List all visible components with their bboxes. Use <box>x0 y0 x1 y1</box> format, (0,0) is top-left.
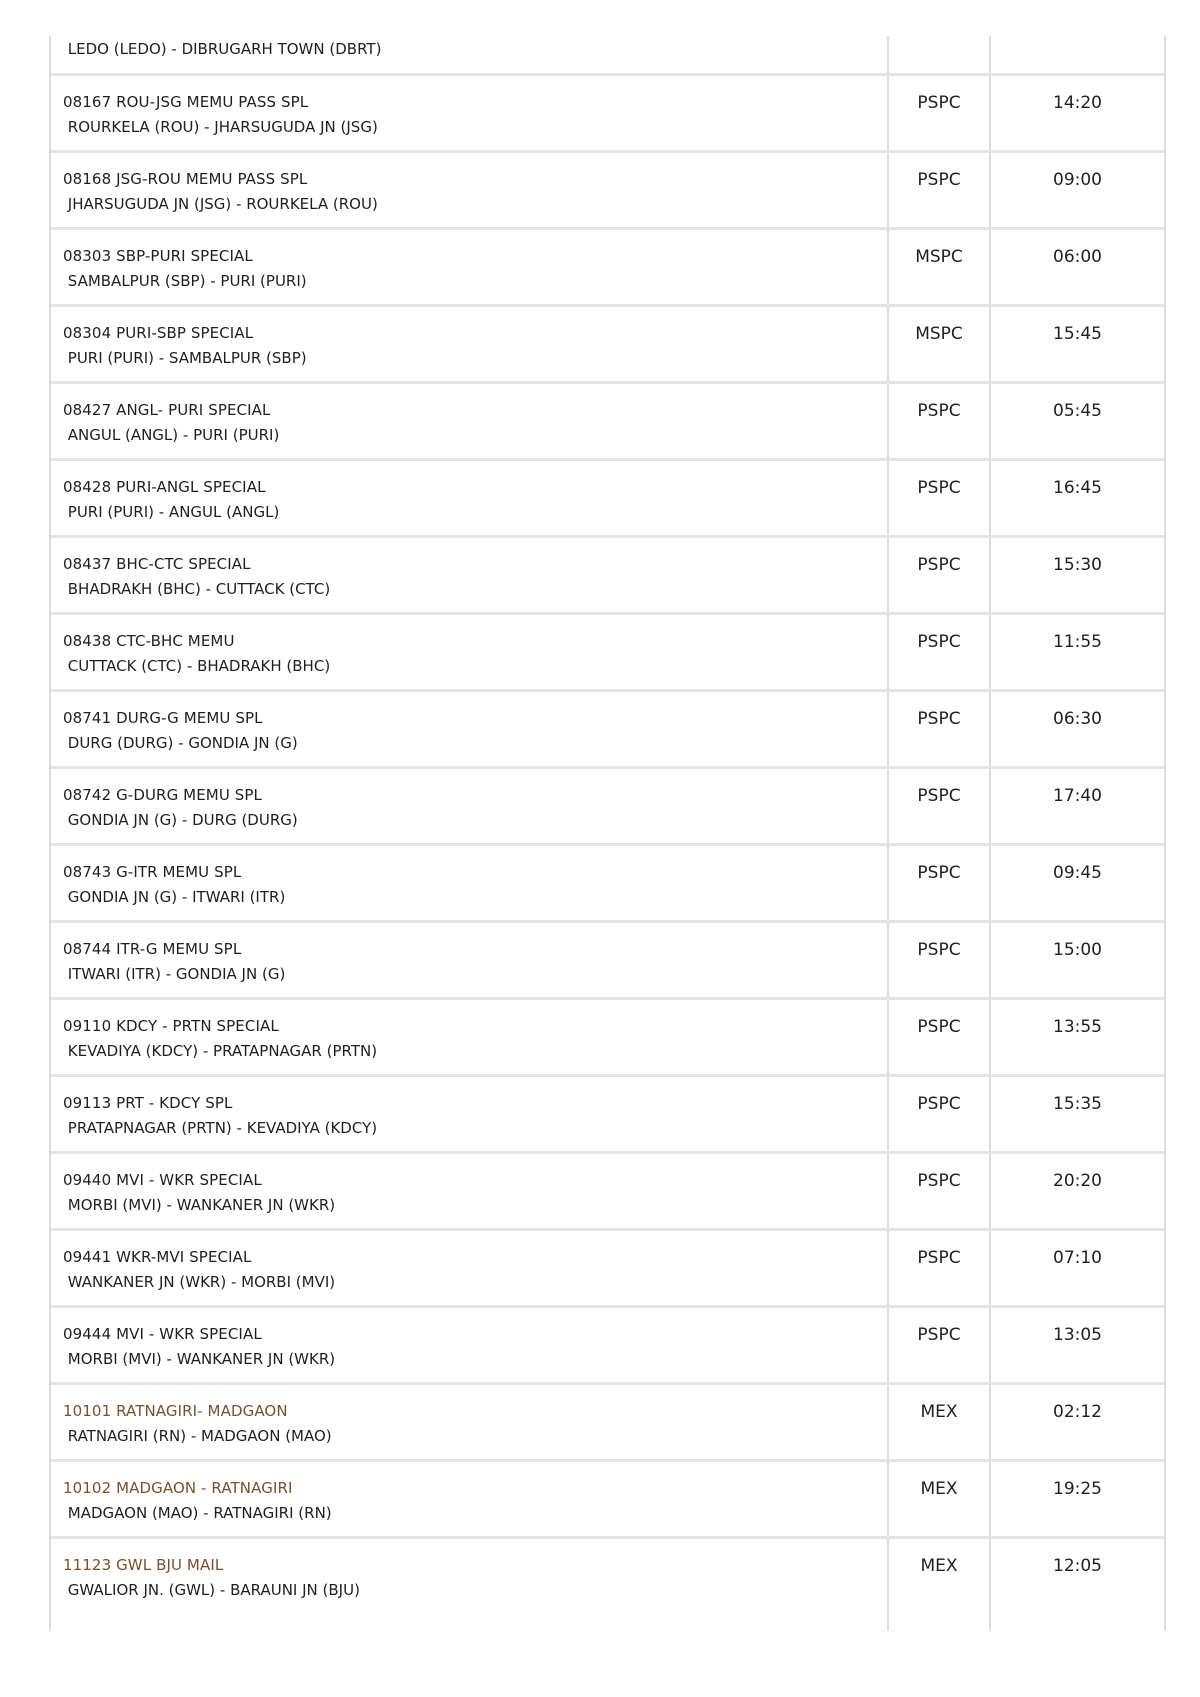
departure-time-cell: 12:05 <box>1053 1556 1102 1576</box>
train-cell <box>51 538 889 612</box>
train-cell <box>51 769 889 843</box>
departure-time-cell: 09:45 <box>1053 863 1102 883</box>
train-cell <box>51 1385 889 1459</box>
table-row <box>51 307 1164 384</box>
train-route: PURI (PURI) - SAMBALPUR (SBP) <box>63 349 307 367</box>
train-type-cell: PSPC <box>889 1154 991 1228</box>
train-type-cell: PSPC <box>889 1000 991 1074</box>
train-name: 08744 ITR-G MEMU SPL <box>63 940 242 958</box>
departure-time-cell: 16:45 <box>1053 478 1102 498</box>
train-route: LEDO (LEDO) - DIBRUGARH TOWN (DBRT) <box>63 40 382 58</box>
train-type-cell: PSPC <box>889 923 991 997</box>
train-cell <box>51 1308 889 1382</box>
train-cell <box>51 1000 889 1074</box>
table-row <box>51 538 1164 615</box>
departure-time-cell: 09:00 <box>1053 170 1102 190</box>
train-cell <box>51 1231 889 1305</box>
table-body <box>51 36 1164 1631</box>
table-row <box>51 76 1164 153</box>
train-route: BHADRAKH (BHC) - CUTTACK (CTC) <box>63 580 331 598</box>
train-type-cell: PSPC <box>889 384 991 458</box>
train-cell <box>51 76 889 150</box>
train-route: GONDIA JN (G) - ITWARI (ITR) <box>63 888 286 906</box>
train-route: ANGUL (ANGL) - PURI (PURI) <box>63 426 280 444</box>
table-row <box>51 1154 1164 1231</box>
train-cell <box>51 692 889 766</box>
train-name: 08437 BHC-CTC SPECIAL <box>63 555 251 573</box>
train-schedule-table <box>49 36 1166 1631</box>
train-route: KEVADIYA (KDCY) - PRATAPNAGAR (PRTN) <box>63 1042 378 1060</box>
table-row <box>51 36 1164 76</box>
train-type-cell: MEX <box>889 1539 991 1631</box>
train-type-cell: PSPC <box>889 846 991 920</box>
train-route: PURI (PURI) - ANGUL (ANGL) <box>63 503 280 521</box>
train-route: JHARSUGUDA JN (JSG) - ROURKELA (ROU) <box>63 195 378 213</box>
train-route: PRATAPNAGAR (PRTN) - KEVADIYA (KDCY) <box>63 1119 378 1137</box>
train-name: 09110 KDCY - PRTN SPECIAL <box>63 1017 279 1035</box>
departure-time-cell: 14:20 <box>1053 93 1102 113</box>
departure-time-cell: 19:25 <box>1053 1479 1102 1499</box>
train-route: ROURKELA (ROU) - JHARSUGUDA JN (JSG) <box>63 118 378 136</box>
train-cell <box>51 923 889 997</box>
train-name: 09440 MVI - WKR SPECIAL <box>63 1171 262 1189</box>
train-route: GWALIOR JN. (GWL) - BARAUNI JN (BJU) <box>63 1581 360 1599</box>
train-type-cell: PSPC <box>889 538 991 612</box>
train-type-cell: MSPC <box>889 307 991 381</box>
table-row <box>51 692 1164 769</box>
train-cell <box>51 1462 889 1536</box>
train-type-cell: MEX <box>889 1385 991 1459</box>
train-cell <box>51 36 889 73</box>
train-cell <box>51 307 889 381</box>
table-row <box>51 1385 1164 1462</box>
table-row <box>51 923 1164 1000</box>
table-row <box>51 384 1164 461</box>
departure-time-cell: 05:45 <box>1053 401 1102 421</box>
departure-time-cell: 15:00 <box>1053 940 1102 960</box>
train-type-cell: PSPC <box>889 153 991 227</box>
train-type-cell: PSPC <box>889 692 991 766</box>
train-type-cell: PSPC <box>889 1077 991 1151</box>
departure-time-cell: 13:55 <box>1053 1017 1102 1037</box>
departure-time-cell: 13:05 <box>1053 1325 1102 1345</box>
train-route: SAMBALPUR (SBP) - PURI (PURI) <box>63 272 307 290</box>
train-name: 08743 G-ITR MEMU SPL <box>63 863 242 881</box>
train-route: ITWARI (ITR) - GONDIA JN (G) <box>63 965 286 983</box>
train-name: 08742 G-DURG MEMU SPL <box>63 786 262 804</box>
train-name: 09441 WKR-MVI SPECIAL <box>63 1248 252 1266</box>
train-cell <box>51 846 889 920</box>
table-row <box>51 1000 1164 1077</box>
train-type-cell: PSPC <box>889 615 991 689</box>
departure-time-cell: 15:45 <box>1053 324 1102 344</box>
train-name-link[interactable]: 10102 MADGAON - RATNAGIRI <box>63 1479 293 1497</box>
train-cell <box>51 1077 889 1151</box>
train-name: 08438 CTC-BHC MEMU <box>63 632 235 650</box>
train-route: MORBI (MVI) - WANKANER JN (WKR) <box>63 1196 336 1214</box>
departure-time-cell: 06:30 <box>1053 709 1102 729</box>
table-row <box>51 615 1164 692</box>
train-cell <box>51 153 889 227</box>
train-name: 08427 ANGL- PURI SPECIAL <box>63 401 271 419</box>
train-type-cell <box>889 36 991 73</box>
train-name: 09113 PRT - KDCY SPL <box>63 1094 233 1112</box>
departure-time-cell: 07:10 <box>1053 1248 1102 1268</box>
departure-time-cell: 15:35 <box>1053 1094 1102 1114</box>
train-route: CUTTACK (CTC) - BHADRAKH (BHC) <box>63 657 331 675</box>
train-name-link[interactable]: 10101 RATNAGIRI- MADGAON <box>63 1402 288 1420</box>
train-cell <box>51 384 889 458</box>
departure-time-cell: 17:40 <box>1053 786 1102 806</box>
train-name: 08428 PURI-ANGL SPECIAL <box>63 478 266 496</box>
train-name: 08167 ROU-JSG MEMU PASS SPL <box>63 93 309 111</box>
train-cell <box>51 1154 889 1228</box>
train-route: MADGAON (MAO) - RATNAGIRI (RN) <box>63 1504 332 1522</box>
train-route: DURG (DURG) - GONDIA JN (G) <box>63 734 298 752</box>
train-type-cell: MSPC <box>889 230 991 304</box>
table-row <box>51 1231 1164 1308</box>
train-cell <box>51 230 889 304</box>
train-cell <box>51 615 889 689</box>
train-type-cell: PSPC <box>889 461 991 535</box>
table-row <box>51 846 1164 923</box>
table-row <box>51 1308 1164 1385</box>
table-row <box>51 1077 1164 1154</box>
departure-time-cell: 11:55 <box>1053 632 1102 652</box>
table-row <box>51 230 1164 307</box>
train-type-cell: PSPC <box>889 1231 991 1305</box>
train-route: GONDIA JN (G) - DURG (DURG) <box>63 811 298 829</box>
train-route: WANKANER JN (WKR) - MORBI (MVI) <box>63 1273 336 1291</box>
train-name: 08168 JSG-ROU MEMU PASS SPL <box>63 170 308 188</box>
train-type-cell: PSPC <box>889 769 991 843</box>
train-route: MORBI (MVI) - WANKANER JN (WKR) <box>63 1350 336 1368</box>
departure-time-cell <box>991 36 1164 73</box>
table-row <box>51 769 1164 846</box>
train-route: RATNAGIRI (RN) - MADGAON (MAO) <box>63 1427 332 1445</box>
table-row <box>51 1462 1164 1539</box>
train-cell <box>51 461 889 535</box>
departure-time-cell: 02:12 <box>1053 1402 1102 1422</box>
table-row <box>51 153 1164 230</box>
departure-time-cell: 06:00 <box>1053 247 1102 267</box>
train-name: 08303 SBP-PURI SPECIAL <box>63 247 253 265</box>
departure-time-cell: 20:20 <box>1053 1171 1102 1191</box>
train-name: 08304 PURI-SBP SPECIAL <box>63 324 254 342</box>
train-type-cell: PSPC <box>889 1308 991 1382</box>
departure-time-cell: 15:30 <box>1053 555 1102 575</box>
train-name: 08741 DURG-G MEMU SPL <box>63 709 263 727</box>
train-name-link[interactable]: 11123 GWL BJU MAIL <box>63 1556 224 1574</box>
train-name: 09444 MVI - WKR SPECIAL <box>63 1325 262 1343</box>
train-type-cell: MEX <box>889 1462 991 1536</box>
train-cell <box>51 1539 889 1631</box>
table-row <box>51 1539 1164 1631</box>
train-type-cell: PSPC <box>889 76 991 150</box>
table-row <box>51 461 1164 538</box>
